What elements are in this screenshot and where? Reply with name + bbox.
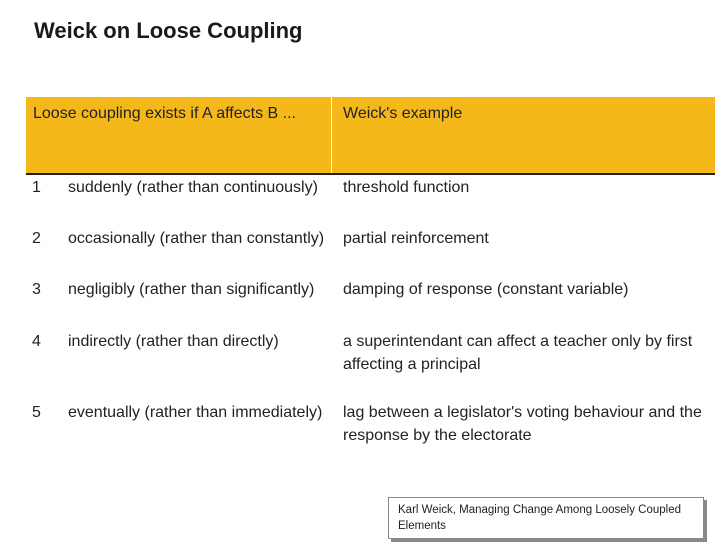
row-number: 4 (32, 333, 41, 350)
header-condition: Loose coupling exists if A affects B ... (33, 105, 296, 122)
row-number: 3 (32, 281, 41, 298)
row-condition: occasionally (rather than constantly) (68, 230, 325, 247)
row-number: 2 (32, 230, 41, 247)
row-condition: indirectly (rather than directly) (68, 333, 279, 350)
page-title: Weick on Loose Coupling (34, 18, 303, 43)
row-example: partial reinforcement (343, 230, 489, 247)
row-example: lag between a legislator's voting behaviour and the response by the electorate (343, 404, 702, 444)
header-rule (26, 173, 715, 175)
row-example: threshold function (343, 179, 470, 196)
row-example: damping of response (constant variable) (343, 281, 629, 298)
header-column-divider (331, 97, 332, 173)
citation-box: Karl Weick, Managing Change Among Loosely Coupled Elements (388, 497, 704, 539)
row-example: a superintendant can affect a teacher only by first affecting a principal (343, 333, 693, 373)
header-example: Weick's example (343, 105, 463, 122)
row-number: 5 (32, 404, 41, 421)
row-condition: suddenly (rather than continuously) (68, 179, 318, 196)
row-condition: eventually (rather than immediately) (68, 404, 323, 421)
row-condition: negligibly (rather than significantly) (68, 281, 315, 298)
row-number: 1 (32, 179, 41, 196)
